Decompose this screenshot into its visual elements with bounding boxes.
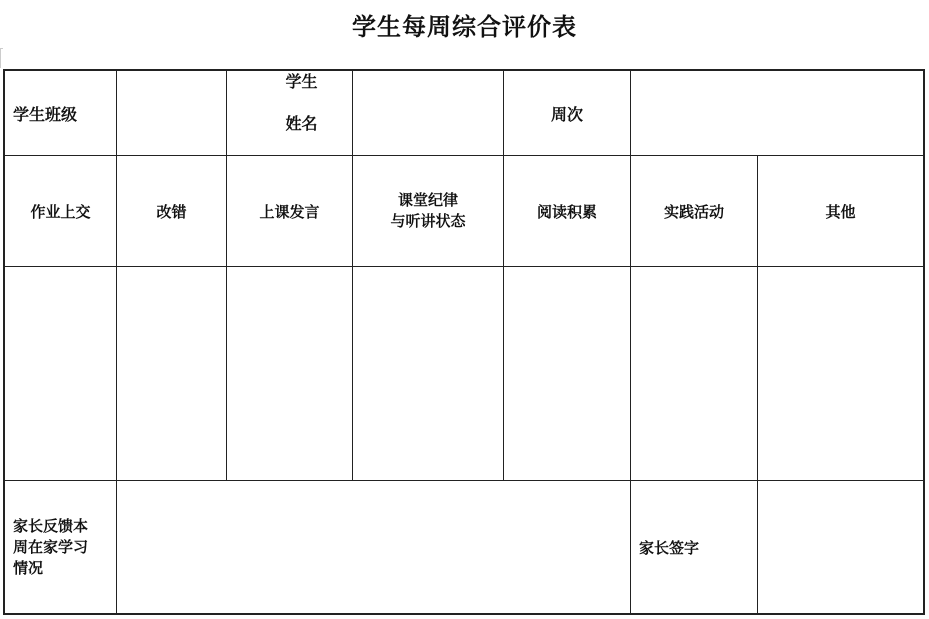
name-label bbox=[226, 70, 353, 156]
form-title: 学生每周综合评价表 bbox=[352, 13, 577, 41]
name-label-line1: 学生 bbox=[285, 72, 318, 91]
class-label: 学生班级 bbox=[4, 70, 117, 156]
parent-signature-value[interactable] bbox=[757, 480, 924, 614]
class-value-cell[interactable] bbox=[116, 70, 227, 156]
category-practice: 实践活动 bbox=[630, 155, 758, 267]
parent-feedback-line3: 情况 bbox=[13, 558, 44, 577]
name-label-line2: 姓名 bbox=[285, 114, 318, 133]
category-corrections: 改错 bbox=[116, 155, 227, 267]
entry-corrections[interactable] bbox=[116, 266, 227, 481]
name-value-cell[interactable] bbox=[352, 70, 504, 156]
category-reading: 阅读积累 bbox=[503, 155, 631, 267]
entry-practice[interactable] bbox=[630, 266, 758, 481]
parent-feedback-value[interactable] bbox=[116, 480, 631, 614]
parent-feedback-line2: 周在家学习 bbox=[13, 537, 89, 556]
category-other: 其他 bbox=[757, 155, 924, 267]
week-value-cell[interactable] bbox=[630, 70, 924, 156]
parent-feedback-label bbox=[4, 480, 117, 614]
parent-feedback-line1: 家长反馈本 bbox=[13, 516, 89, 535]
entry-reading[interactable] bbox=[503, 266, 631, 481]
page-edge-mark bbox=[0, 48, 3, 68]
category-discipline-line1: 课堂纪律 bbox=[397, 191, 458, 209]
entry-discipline[interactable] bbox=[352, 266, 504, 481]
entry-homework[interactable] bbox=[4, 266, 117, 481]
entry-other[interactable] bbox=[757, 266, 924, 481]
entry-class-speaking[interactable] bbox=[226, 266, 353, 481]
category-discipline-line2: 与听讲状态 bbox=[390, 212, 466, 230]
category-homework: 作业上交 bbox=[4, 155, 117, 267]
category-class-speaking: 上课发言 bbox=[226, 155, 353, 267]
week-label: 周次 bbox=[503, 70, 631, 156]
category-discipline bbox=[352, 155, 504, 267]
evaluation-table bbox=[3, 69, 925, 615]
parent-signature-label: 家长签字 bbox=[630, 480, 758, 614]
